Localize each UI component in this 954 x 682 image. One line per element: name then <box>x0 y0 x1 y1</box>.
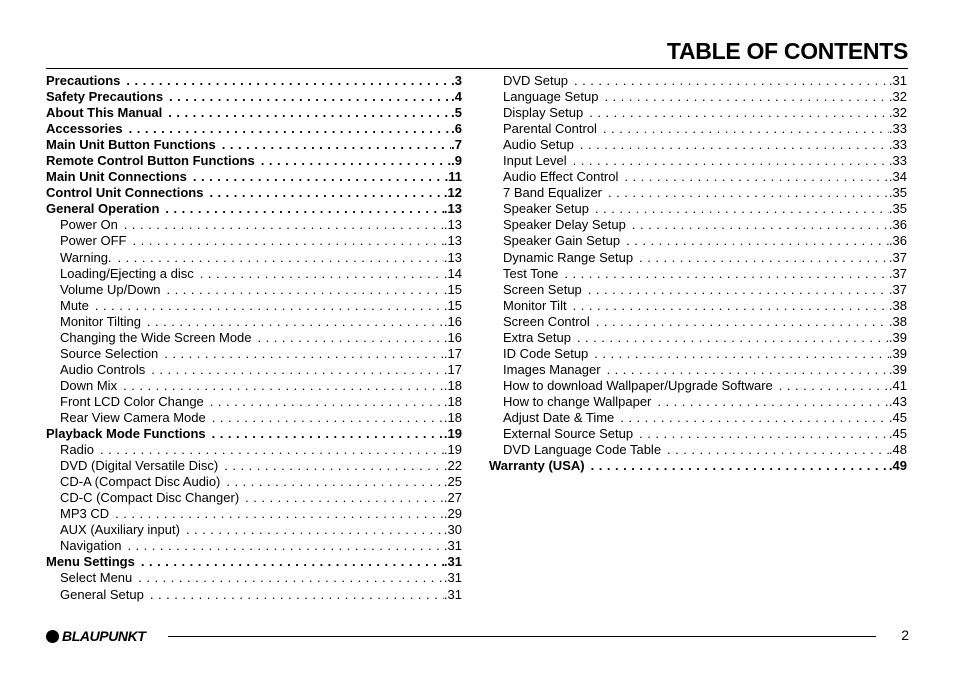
toc-dot-leader <box>595 201 889 217</box>
toc-subsection-entry <box>489 314 907 330</box>
toc-dot-leader <box>573 298 889 314</box>
toc-page-number: .18 <box>443 393 462 409</box>
toc-dot-leader <box>124 217 444 233</box>
toc-page-number: .43 <box>888 393 907 409</box>
toc-subsection-entry <box>489 346 907 362</box>
toc-entry-label: Precautions <box>46 73 121 88</box>
toc-section-entry <box>489 458 907 474</box>
toc-page-number: .25 <box>443 474 462 490</box>
toc-entry-label: DVD Setup <box>503 73 569 88</box>
toc-entry-label: Adjust Date & Time <box>503 409 615 425</box>
toc-dot-leader <box>166 282 443 298</box>
toc-dot-leader <box>212 410 444 426</box>
toc-subsection-entry <box>46 250 462 266</box>
toc-entry-label: DVD (Digital Versatile Disc) <box>60 458 219 474</box>
footer-divider <box>168 636 876 637</box>
toc-page-number: .22 <box>443 458 462 474</box>
toc-page-number: .36 <box>888 233 907 249</box>
toc-entry-label: MP3 CD <box>60 506 110 522</box>
toc-section-entry <box>46 105 462 121</box>
toc-subsection-entry <box>489 137 907 153</box>
toc-entry-label: Accessories <box>46 121 123 137</box>
toc-page-number: .37 <box>888 265 907 281</box>
toc-entry-label: Playback Mode Functions <box>46 426 206 442</box>
toc-entry-label: Down Mix <box>60 377 118 393</box>
toc-page-number: .3 <box>451 73 462 88</box>
toc-entry-label: Screen Setup <box>503 281 582 297</box>
toc-entry-label: Dynamic Range Setup <box>503 249 634 265</box>
toc-entry-label: Audio Setup <box>503 137 574 153</box>
toc-dot-leader <box>224 458 444 474</box>
toc-subsection-entry <box>46 394 462 410</box>
toc-subsection-entry <box>489 378 907 394</box>
toc-subsection-entry <box>489 105 907 121</box>
toc-subsection-entry <box>46 266 462 282</box>
toc-page-number: .31 <box>443 586 462 602</box>
toc-entry-label: Speaker Setup <box>503 201 590 217</box>
toc-dot-leader <box>639 250 889 266</box>
toc-subsection-entry <box>489 410 907 426</box>
toc-entry-label: Screen Control <box>503 313 590 329</box>
toc-dot-leader <box>168 105 451 121</box>
toc-subsection-entry <box>489 250 907 266</box>
toc-entry-label: Input Level <box>503 153 567 169</box>
toc-entry-label: About This Manual <box>46 105 163 121</box>
toc-dot-leader <box>607 362 889 378</box>
toc-dot-leader <box>574 73 889 89</box>
toc-subsection-entry <box>46 442 462 458</box>
toc-page-number: .39 <box>888 361 907 377</box>
toc-column-right <box>489 73 907 474</box>
toc-page-number: .36 <box>888 217 907 233</box>
toc-subsection-entry <box>489 153 907 169</box>
toc-section-entry <box>46 426 462 442</box>
toc-entry-label: Navigation <box>60 538 122 554</box>
toc-section-entry <box>46 121 462 137</box>
toc-entry-label: Extra Setup <box>503 329 571 345</box>
toc-page-number: .17 <box>443 345 462 361</box>
toc-dot-leader <box>132 233 443 249</box>
toc-subsection-entry <box>46 570 462 586</box>
toc-entry-label: 7 Band Equalizer <box>503 185 603 201</box>
toc-subsection-entry <box>489 394 907 410</box>
toc-page-number: .16 <box>443 329 462 345</box>
toc-dot-leader <box>667 442 889 458</box>
toc-page-number: .35 <box>888 201 907 217</box>
toc-subsection-entry <box>46 587 462 603</box>
toc-dot-leader <box>580 137 889 153</box>
toc-entry-label: Audio Effect Control <box>503 169 619 185</box>
toc-entry-label: Safety Precautions <box>46 89 164 105</box>
toc-section-entry <box>46 169 462 185</box>
toc-subsection-entry <box>46 474 462 490</box>
toc-page-number: .37 <box>888 249 907 265</box>
logo-dot-icon <box>46 630 59 643</box>
toc-subsection-entry <box>46 458 462 474</box>
toc-entry-label: Parental Control <box>503 121 597 137</box>
toc-subsection-entry <box>46 490 462 506</box>
toc-dot-leader <box>245 490 444 506</box>
toc-section-entry <box>46 185 462 201</box>
toc-subsection-entry <box>489 73 907 89</box>
toc-dot-leader <box>620 410 889 426</box>
toc-page-number: .19 <box>443 442 462 458</box>
toc-dot-leader <box>258 330 444 346</box>
toc-dot-leader <box>624 169 889 185</box>
toc-dot-leader <box>118 250 444 266</box>
toc-entry-label: Changing the Wide Screen Mode <box>60 329 252 345</box>
toc-subsection-entry <box>489 233 907 249</box>
toc-section-entry <box>46 554 462 570</box>
toc-entry-label: Remote Control Button Functions <box>46 153 255 169</box>
toc-subsection-entry <box>489 442 907 458</box>
toc-dot-leader <box>603 121 889 137</box>
toc-page-number: .9 <box>451 153 462 169</box>
toc-dot-leader <box>604 89 888 105</box>
page-number: 2 <box>901 627 909 643</box>
toc-subsection-entry <box>489 298 907 314</box>
toc-page-number: .15 <box>443 281 462 297</box>
toc-subsection-entry <box>489 330 907 346</box>
toc-dot-leader <box>100 442 444 458</box>
toc-page-number: .11 <box>444 169 462 185</box>
toc-dot-leader <box>632 217 889 233</box>
toc-page-number: .34 <box>888 169 907 185</box>
toc-page-number: .49 <box>888 458 907 474</box>
toc-entry-label: How to change Wallpaper <box>503 393 652 409</box>
toc-page-number: .35 <box>888 185 907 201</box>
toc-page-number: .12 <box>443 185 462 201</box>
toc-entry-label: Rear View Camera Mode <box>60 409 206 425</box>
toc-dot-leader <box>164 346 444 362</box>
toc-entry-label: Audio Controls <box>60 361 146 377</box>
toc-dot-leader <box>591 458 889 474</box>
toc-entry-label: CD-A (Compact Disc Audio) <box>60 474 221 490</box>
toc-page-number: .5 <box>451 105 462 121</box>
toc-subsection-entry <box>46 282 462 298</box>
toc-dot-leader <box>209 185 443 201</box>
toc-page-number: .31 <box>443 570 462 586</box>
toc-dot-leader <box>200 266 444 282</box>
toc-entry-label: Images Manager <box>503 361 601 377</box>
toc-subsection-entry <box>489 185 907 201</box>
toc-dot-leader <box>779 378 889 394</box>
toc-entry-label: Front LCD Color Change <box>60 393 204 409</box>
toc-page-number: .17 <box>443 361 462 377</box>
toc-entry-label: Monitor Tilt <box>503 297 567 313</box>
toc-page-number: .33 <box>888 121 907 137</box>
toc-entry-label: Power On <box>60 217 118 233</box>
toc-page-number: .33 <box>888 153 907 169</box>
toc-page-number: .31 <box>443 554 462 570</box>
toc-entry-label: Volume Up/Down <box>60 281 161 297</box>
toc-subsection-entry <box>46 522 462 538</box>
toc-page-number: .27 <box>443 490 462 506</box>
toc-entry-label: Speaker Gain Setup <box>503 233 621 249</box>
toc-entry-label: Menu Settings <box>46 554 135 570</box>
toc-subsection-entry <box>489 201 907 217</box>
toc-page-number: .45 <box>888 426 907 442</box>
toc-dot-leader <box>639 426 889 442</box>
toc-subsection-entry <box>46 330 462 346</box>
toc-dot-leader <box>150 587 444 603</box>
toc-page-number: .16 <box>443 313 462 329</box>
toc-subsection-entry <box>46 538 462 554</box>
toc-entry-label: Mute <box>60 297 89 313</box>
toc-dot-leader <box>573 153 889 169</box>
toc-entry-label: Test Tone <box>503 265 559 281</box>
toc-dot-leader <box>147 314 444 330</box>
toc-section-entry <box>46 89 462 105</box>
toc-subsection-entry <box>46 298 462 314</box>
toc-section-entry <box>46 137 462 153</box>
toc-dot-leader <box>564 266 889 282</box>
toc-dot-leader <box>222 137 451 153</box>
toc-dot-leader <box>594 346 889 362</box>
toc-dot-leader <box>193 169 445 185</box>
toc-subsection-entry <box>489 89 907 105</box>
toc-dot-leader <box>151 362 444 378</box>
toc-entry-label: Monitor Tilting <box>60 313 141 329</box>
toc-entry-label: Main Unit Button Functions <box>46 137 216 153</box>
toc-page-number: .4 <box>451 89 462 105</box>
toc-subsection-entry <box>46 410 462 426</box>
toc-subsection-entry <box>46 378 462 394</box>
toc-entry-label: ID Code Setup <box>503 345 589 361</box>
toc-page-number: .33 <box>888 137 907 153</box>
toc-page-number: .13 <box>443 249 462 265</box>
toc-entry-label: Source Selection <box>60 345 159 361</box>
toc-page-number: .37 <box>888 281 907 297</box>
toc-subsection-entry <box>489 121 907 137</box>
toc-entry-label: Main Unit Connections <box>46 169 187 185</box>
toc-entry-label: Power OFF <box>60 233 127 249</box>
toc-page-number: .39 <box>888 329 907 345</box>
toc-dot-leader <box>169 89 451 105</box>
toc-dot-leader <box>165 201 444 217</box>
toc-subsection-entry <box>46 233 462 249</box>
toc-entry-label: General Setup <box>60 586 144 602</box>
toc-entry-label: Radio <box>60 442 94 458</box>
toc-dot-leader <box>138 570 444 586</box>
toc-dot-leader <box>261 153 451 169</box>
toc-page-number: .31 <box>888 73 907 88</box>
toc-page-number: .19 <box>443 426 462 442</box>
toc-entry-label: AUX (Auxiliary input) <box>60 522 180 538</box>
brand-logo <box>46 628 146 644</box>
toc-page-number: .18 <box>443 409 462 425</box>
toc-subsection-entry <box>46 314 462 330</box>
toc-entry-label: Control Unit Connections <box>46 185 204 201</box>
toc-page-number: .38 <box>888 313 907 329</box>
toc-dot-leader <box>141 554 444 570</box>
toc-section-entry <box>46 73 462 89</box>
toc-entry-label: Select Menu <box>60 570 133 586</box>
toc-page-number: .38 <box>888 297 907 313</box>
toc-dot-leader <box>588 282 889 298</box>
toc-page-number: .13 <box>443 233 462 249</box>
toc-page-number: .15 <box>443 297 462 313</box>
toc-page-number: .48 <box>888 442 907 458</box>
toc-entry-label: Warranty (USA) <box>489 458 585 474</box>
toc-page-number: .45 <box>888 409 907 425</box>
toc-entry-label: Display Setup <box>503 105 584 121</box>
toc-dot-leader <box>596 314 889 330</box>
toc-page-number: .14 <box>443 265 462 281</box>
toc-subsection-entry <box>489 362 907 378</box>
toc-dot-leader <box>123 378 444 394</box>
toc-entry-label: General Operation <box>46 201 160 217</box>
toc-dot-leader <box>589 105 889 121</box>
toc-page-number: .30 <box>443 522 462 538</box>
toc-subsection-entry <box>489 426 907 442</box>
logo-text: BLAUPUNKT <box>62 628 146 644</box>
toc-page-number: .39 <box>888 345 907 361</box>
toc-column-left <box>46 73 462 603</box>
toc-entry-label: Speaker Delay Setup <box>503 217 626 233</box>
toc-entry-label: How to download Wallpaper/Upgrade Software <box>503 377 773 393</box>
toc-subsection-entry <box>46 217 462 233</box>
toc-subsection-entry <box>46 506 462 522</box>
toc-entry-label: Loading/Ejecting a disc <box>60 265 194 281</box>
toc-page-number: .7 <box>451 137 462 153</box>
toc-subsection-entry <box>489 282 907 298</box>
toc-page-number: .41 <box>888 377 907 393</box>
toc-dot-leader <box>577 330 889 346</box>
toc-dot-leader <box>126 73 451 89</box>
toc-page-number: .6 <box>451 121 462 137</box>
toc-subsection-entry <box>489 266 907 282</box>
toc-dot-leader <box>95 298 444 314</box>
toc-section-entry <box>46 201 462 217</box>
toc-dot-leader <box>657 394 889 410</box>
toc-page-number: .32 <box>888 89 907 105</box>
toc-subsection-entry <box>46 362 462 378</box>
toc-page-number: .29 <box>443 506 462 522</box>
toc-dot-leader <box>127 538 443 554</box>
toc-page-number: .31 <box>443 538 462 554</box>
toc-dot-leader <box>226 474 444 490</box>
toc-page-number: .13 <box>443 217 462 233</box>
toc-dot-leader <box>608 185 889 201</box>
toc-dot-leader <box>186 522 444 538</box>
toc-entry-label: DVD Language Code Table <box>503 442 662 458</box>
toc-dot-leader <box>210 394 444 410</box>
title-divider <box>46 68 908 69</box>
toc-dot-leader <box>115 506 444 522</box>
toc-dot-leader <box>212 426 444 442</box>
toc-page-number: .13 <box>443 201 462 217</box>
toc-subsection-entry <box>46 346 462 362</box>
toc-page-number: .18 <box>443 377 462 393</box>
toc-entry-label: Warning. <box>60 249 112 265</box>
toc-subsection-entry <box>489 217 907 233</box>
toc-entry-label: External Source Setup <box>503 426 634 442</box>
page-title: TABLE OF CONTENTS <box>666 38 908 64</box>
toc-subsection-entry <box>489 169 907 185</box>
toc-entry-label: Language Setup <box>503 89 599 105</box>
toc-section-entry <box>46 153 462 169</box>
toc-entry-label: CD-C (Compact Disc Changer) <box>60 490 240 506</box>
toc-dot-leader <box>129 121 452 137</box>
toc-dot-leader <box>626 233 889 249</box>
toc-page-number: .32 <box>888 105 907 121</box>
